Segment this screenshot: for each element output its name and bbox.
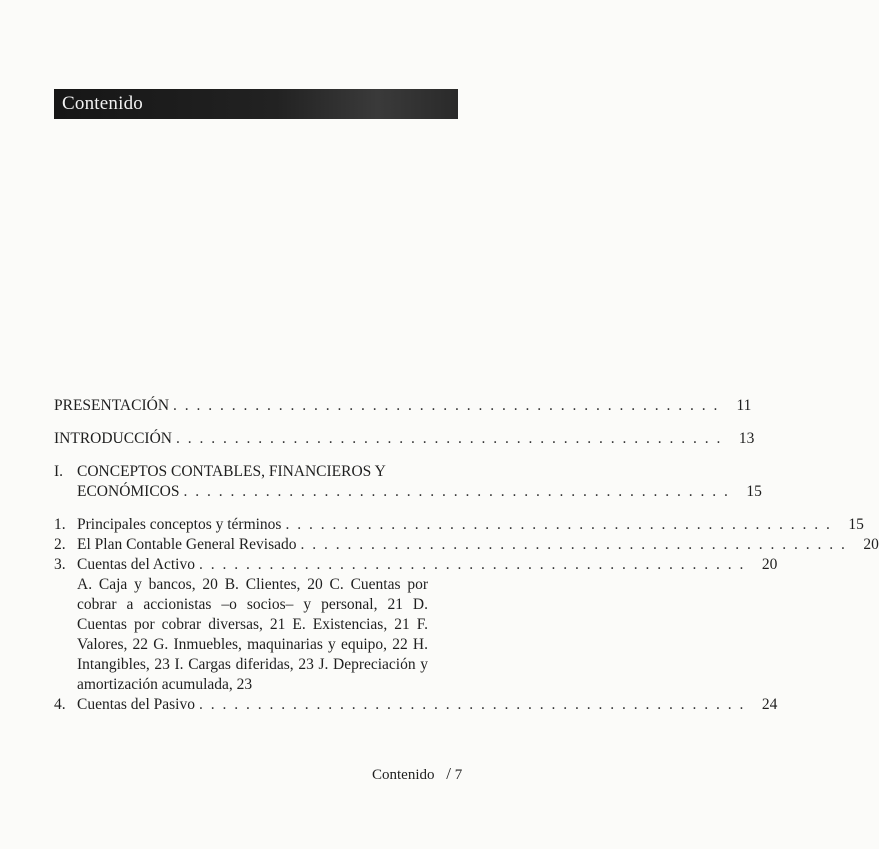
footer-label: Contenido	[372, 767, 435, 783]
toc-entry-1[interactable]	[54, 515, 864, 535]
toc-entry-label: El Plan Contable General Revisado	[77, 536, 297, 553]
toc-entry-number: 4.	[54, 696, 66, 713]
toc-subentries: A. Caja y bancos, 20 B. Clientes, 20 C. Cuentas por cobrar a accionistas –o socios– y personal, 21 D. Cuentas por cobrar diversas, 21 E. Existencias, 21 F. Valores, 22 G. Inmuebles, maquinarias y equipo, 22 H. Intangibles, 23 I. Cargas diferidas, 23 J. Depreciación y amortización acumulada, 23	[77, 576, 428, 693]
dot-leader: . . . . . . . . . . . . . . . . . . . . . . . . . . . . . . . . . . . . . . . . . . . . . . .	[183, 483, 730, 500]
toc-entry-3[interactable]	[54, 555, 778, 575]
toc-entry-page: 11	[736, 397, 752, 414]
page-title: Contenido	[62, 93, 143, 114]
toc-entry-page: 24	[761, 696, 778, 713]
page-footer	[372, 764, 462, 784]
toc-entry-label: Cuentas del Pasivo	[77, 696, 195, 713]
toc-entry-page: 20	[863, 536, 879, 553]
toc-entry-label: INTRODUCCIÓN	[54, 430, 172, 447]
dot-leader: . . . . . . . . . . . . . . . . . . . . . . . . . . . . . . . . . . . . . . . . . . . . . . .	[173, 397, 720, 414]
toc-entry-page: 13	[738, 430, 755, 447]
toc-entry-page: 15	[746, 483, 762, 500]
toc-entry-label-continued: ECONÓMICOS	[77, 483, 180, 500]
table-of-contents	[54, 396, 879, 715]
dot-leader: . . . . . . . . . . . . . . . . . . . . . . . . . . . . . . . . . . . . . . . . . . . . . . .	[300, 536, 847, 553]
page-number: 7	[454, 767, 463, 783]
toc-entry-page: 15	[848, 516, 864, 533]
dot-leader: . . . . . . . . . . . . . . . . . . . . . . . . . . . . . . . . . . . . . . . . . . . . . . .	[285, 516, 832, 533]
toc-entry-label: Principales conceptos y términos	[77, 516, 282, 533]
toc-chapter-i[interactable]	[54, 462, 762, 502]
toc-entry-label: PRESENTACIÓN	[54, 397, 170, 414]
toc-entry-presentacion[interactable]	[54, 396, 752, 416]
dot-leader: . . . . . . . . . . . . . . . . . . . . . . . . . . . . . . . . . . . . . . . . . . . . . . .	[175, 430, 723, 447]
toc-entry-label: CONCEPTOS CONTABLES, FINANCIEROS Y	[77, 463, 386, 480]
toc-entry-page: 20	[761, 556, 778, 573]
dot-leader: . . . . . . . . . . . . . . . . . . . . . . . . . . . . . . . . . . . . . . . . . . . . . . .	[198, 696, 746, 713]
toc-entry-label: Cuentas del Activo	[77, 556, 195, 573]
header-bar	[54, 89, 458, 119]
footer-separator: /	[446, 764, 451, 783]
toc-entry-number: 2.	[54, 536, 66, 553]
toc-entry-4[interactable]	[54, 695, 778, 715]
dot-leader: . . . . . . . . . . . . . . . . . . . . . . . . . . . . . . . . . . . . . . . . . . . . . . .	[198, 556, 746, 573]
toc-entry-introduccion[interactable]	[54, 429, 755, 449]
toc-entry-number: 3.	[54, 556, 66, 573]
toc-entry-number: 1.	[54, 516, 66, 533]
toc-chapter-number: I.	[54, 463, 64, 480]
toc-entry-2[interactable]	[54, 535, 879, 555]
